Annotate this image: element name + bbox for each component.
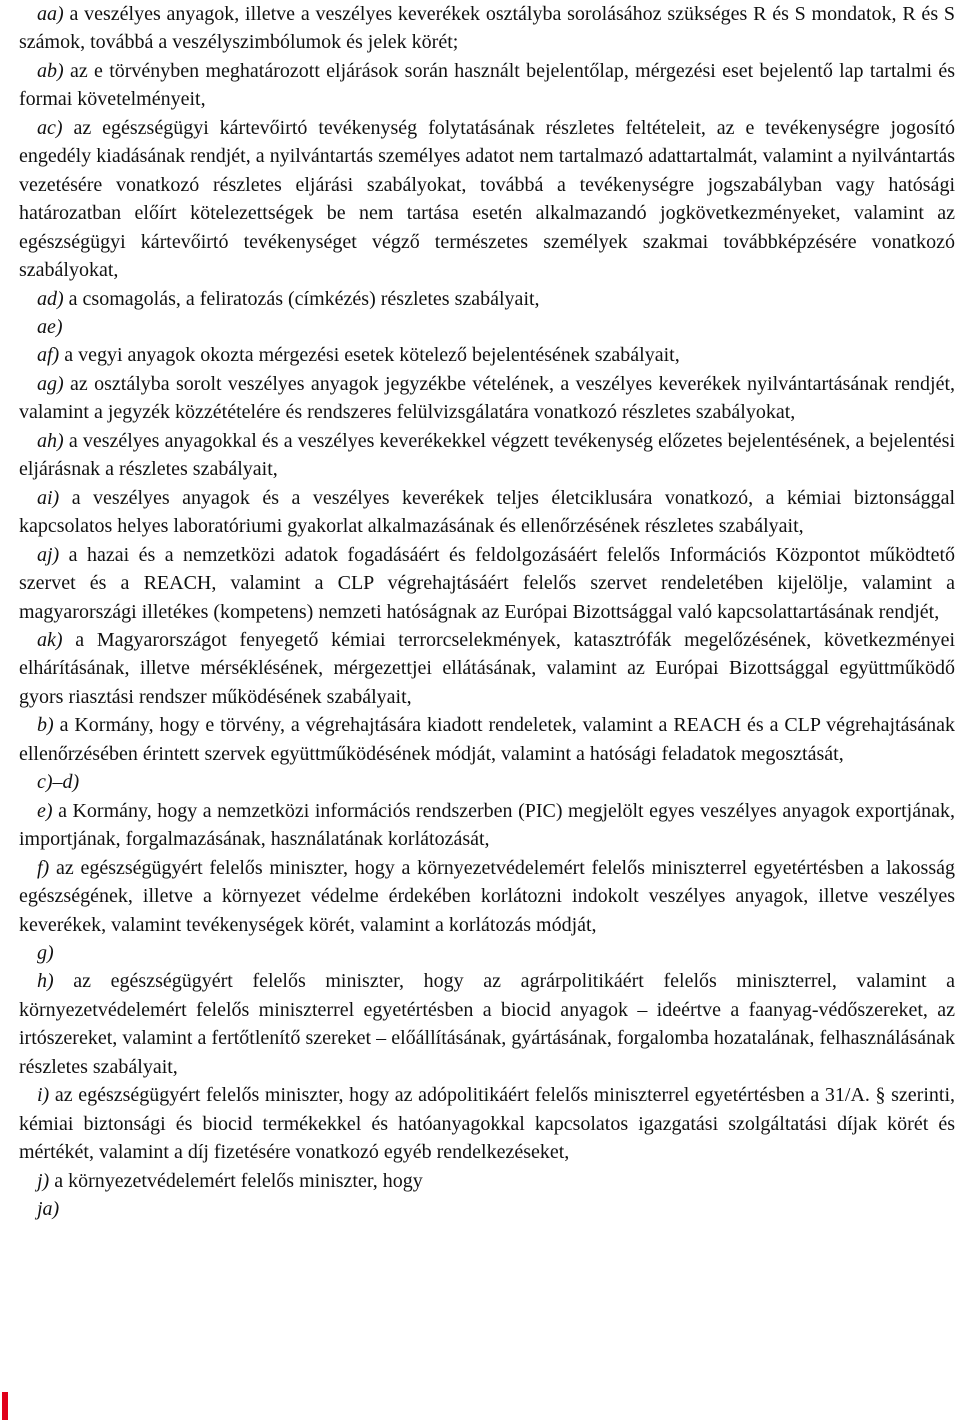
- item-label: b): [37, 714, 54, 737]
- item-ag: [19, 370, 955, 427]
- item-text: az egészségügyért felelős miniszter, hogy az adópolitikáért felelős miniszterrel egyetértésben a 31/A. § szerinti, kémiai biztonsági és biocid termékekkel és hatóanyagokkal kapcsolatos igazgatási szolgáltatási díjak körét és mértékét, valamint a díj fizetésére vonatkozó egyéb rendelkezéseket,: [19, 1084, 956, 1164]
- item-label: ah): [37, 429, 64, 452]
- item-label: ab): [37, 59, 64, 82]
- change-marker-bar: [2, 1392, 8, 1420]
- item-text: a környezetvédelemért felelős miniszter, hogy: [54, 1169, 423, 1192]
- item-text: a vegyi anyagok okozta mérgezési esetek kötelező bejelentésének szabályait,: [64, 344, 680, 367]
- item-ae: [19, 313, 955, 341]
- item-text: a Magyarországot fenyegető kémiai terrorcselekmények, katasztrófák megelőzésének, következményei elhárításának, illetve mérséklésének, mérgezettjei ellátásának, valamint az Európai Bizottsággal együttműködő gyors riasztási rendszer működésének szabályait,: [19, 628, 956, 708]
- item-text: a csomagolás, a feliratozás (címkézés) részletes szabályait,: [68, 287, 540, 310]
- item-ah: [19, 427, 955, 484]
- item-text: az osztályba sorolt veszélyes anyagok jegyzékbe vételének, a veszélyes keverékek nyilvántartásának rendjét, valamint a jegyzék közzétételére és rendszeres felülvizsgálatára vonatkozó részletes szabályokat,: [19, 372, 956, 424]
- item-label: c)–d): [37, 771, 80, 794]
- item-i: [19, 1081, 955, 1166]
- item-text: az e törvényben meghatározott eljárások során használt bejelentőlap, mérgezési eset bejelentő lap tartalmi és formai követelményeit,: [19, 59, 956, 111]
- item-ai: [19, 484, 955, 541]
- item-j: [19, 1167, 955, 1195]
- item-text: a hazai és a nemzetközi adatok fogadásáért és feldolgozásáért felelős Információs Központot működtető szervet és a REACH, valamint a CLP végrehajtásáért felelős szervet rendeletében kijelölje, valamint a magyarországi illetékes (kompetens) nemzeti hatóságnak az Európai Bizottsággal való kapcsolattartásának rendjét,: [19, 543, 956, 623]
- item-c-d: [19, 768, 955, 796]
- item-e: [19, 797, 955, 854]
- item-ac: [19, 114, 955, 285]
- item-label: j): [37, 1169, 50, 1192]
- item-ak: [19, 626, 955, 711]
- item-label: f): [37, 856, 50, 879]
- item-label: g): [37, 941, 54, 964]
- item-text: a Kormány, hogy a nemzetközi információs rendszerben (PIC) megjelölt egyes veszélyes anyagok exportjának, importjának, forgalmazásának, használatának korlátozását,: [19, 799, 955, 851]
- item-ab: [19, 57, 955, 114]
- item-text: a veszélyes anyagokkal és a veszélyes keverékekkel végzett tevékenység előzetes bejelentésének, a bejelentési eljárásnak a részletes szabályait,: [19, 429, 955, 481]
- item-h: [19, 967, 955, 1081]
- item-label: ac): [37, 116, 63, 139]
- item-aa: [19, 0, 955, 57]
- item-label: ad): [37, 287, 64, 310]
- item-b: [19, 711, 955, 768]
- item-text: az egészségügyért felelős miniszter, hogy az agrárpolitikáért felelős miniszterrel, valamint a környezetvédelemért felelős miniszterrel egyetértésben a biocid anyagok – ideértve a faanyag-védőszereket, az irtószereket, valamint a fertőtlenítő szereket – előállításának, gyártásának, forgalomba hozatalának, felhasználásának részletes szabályait,: [19, 970, 955, 1078]
- item-g: [19, 939, 955, 967]
- item-f: [19, 854, 955, 939]
- item-label: i): [37, 1084, 50, 1107]
- item-label: ja): [37, 1198, 60, 1221]
- item-label: e): [37, 799, 53, 822]
- item-label: af): [37, 344, 60, 367]
- item-aj: [19, 541, 955, 626]
- item-label: ai): [37, 486, 60, 509]
- item-label: ae): [37, 315, 63, 338]
- item-label: aj): [37, 543, 60, 566]
- item-label: h): [37, 970, 54, 993]
- item-af: [19, 341, 955, 369]
- item-label: aa): [37, 3, 64, 25]
- document-body: [19, 0, 955, 1223]
- item-label: ak): [37, 628, 63, 651]
- item-text: a Kormány, hogy e törvény, a végrehajtására kiadott rendeletek, valamint a REACH és a CLP végrehajtásának ellenőrzésében érintett szervek együttműködésének módját, valamint a hatósági feladatok megosztását,: [19, 714, 956, 765]
- item-text: az egészségügyi kártevőirtó tevékenység folytatásának részletes feltételeit, az e tevékenységre jogosító engedély kiadásának rendjét, a nyilvántartás személyes adatot nem tartalmazó adattartalmát, valamint a nyilvántartás vezetésére vonatkozó részletes eljárási szabályokat, továbbá a tevékenységre jogszabályban vagy hatósági határozatban előírt kötelezettségek be nem tartása esetén alkalmazandó jogkövetkezményeket, valamint az egészségügyi kártevőirtó tevékenységet végző természetes személyek szakmai továbbképzésére vonatkozó szabályokat,: [19, 116, 956, 282]
- item-text: a veszélyes anyagok és a veszélyes keverékek teljes életciklusára vonatkozó, a kémiai biztonsággal kapcsolatos helyes laboratóriumi gyakorlat alkalmazásának és ellenőrzésének részletes szabályait,: [19, 486, 955, 538]
- item-text: az egészségügyért felelős miniszter, hogy a környezetvédelemért felelős miniszterrel egyetértésben a lakosság egészségének, illetve a környezet védelme érdekében korlátozni indokolt veszélyes anyagok, illetve veszélyes keverékek, valamint tevékenységek körét, valamint a korlátozás módját,: [19, 856, 956, 936]
- item-ja: [19, 1195, 955, 1223]
- item-text: a veszélyes anyagok, illetve a veszélyes keverékek osztályba sorolásához szükséges R és S mondatok, R és S számok, továbbá a veszélyszimbólumok és jelek körét;: [19, 3, 955, 54]
- item-ad: [19, 285, 955, 313]
- item-label: ag): [37, 372, 64, 395]
